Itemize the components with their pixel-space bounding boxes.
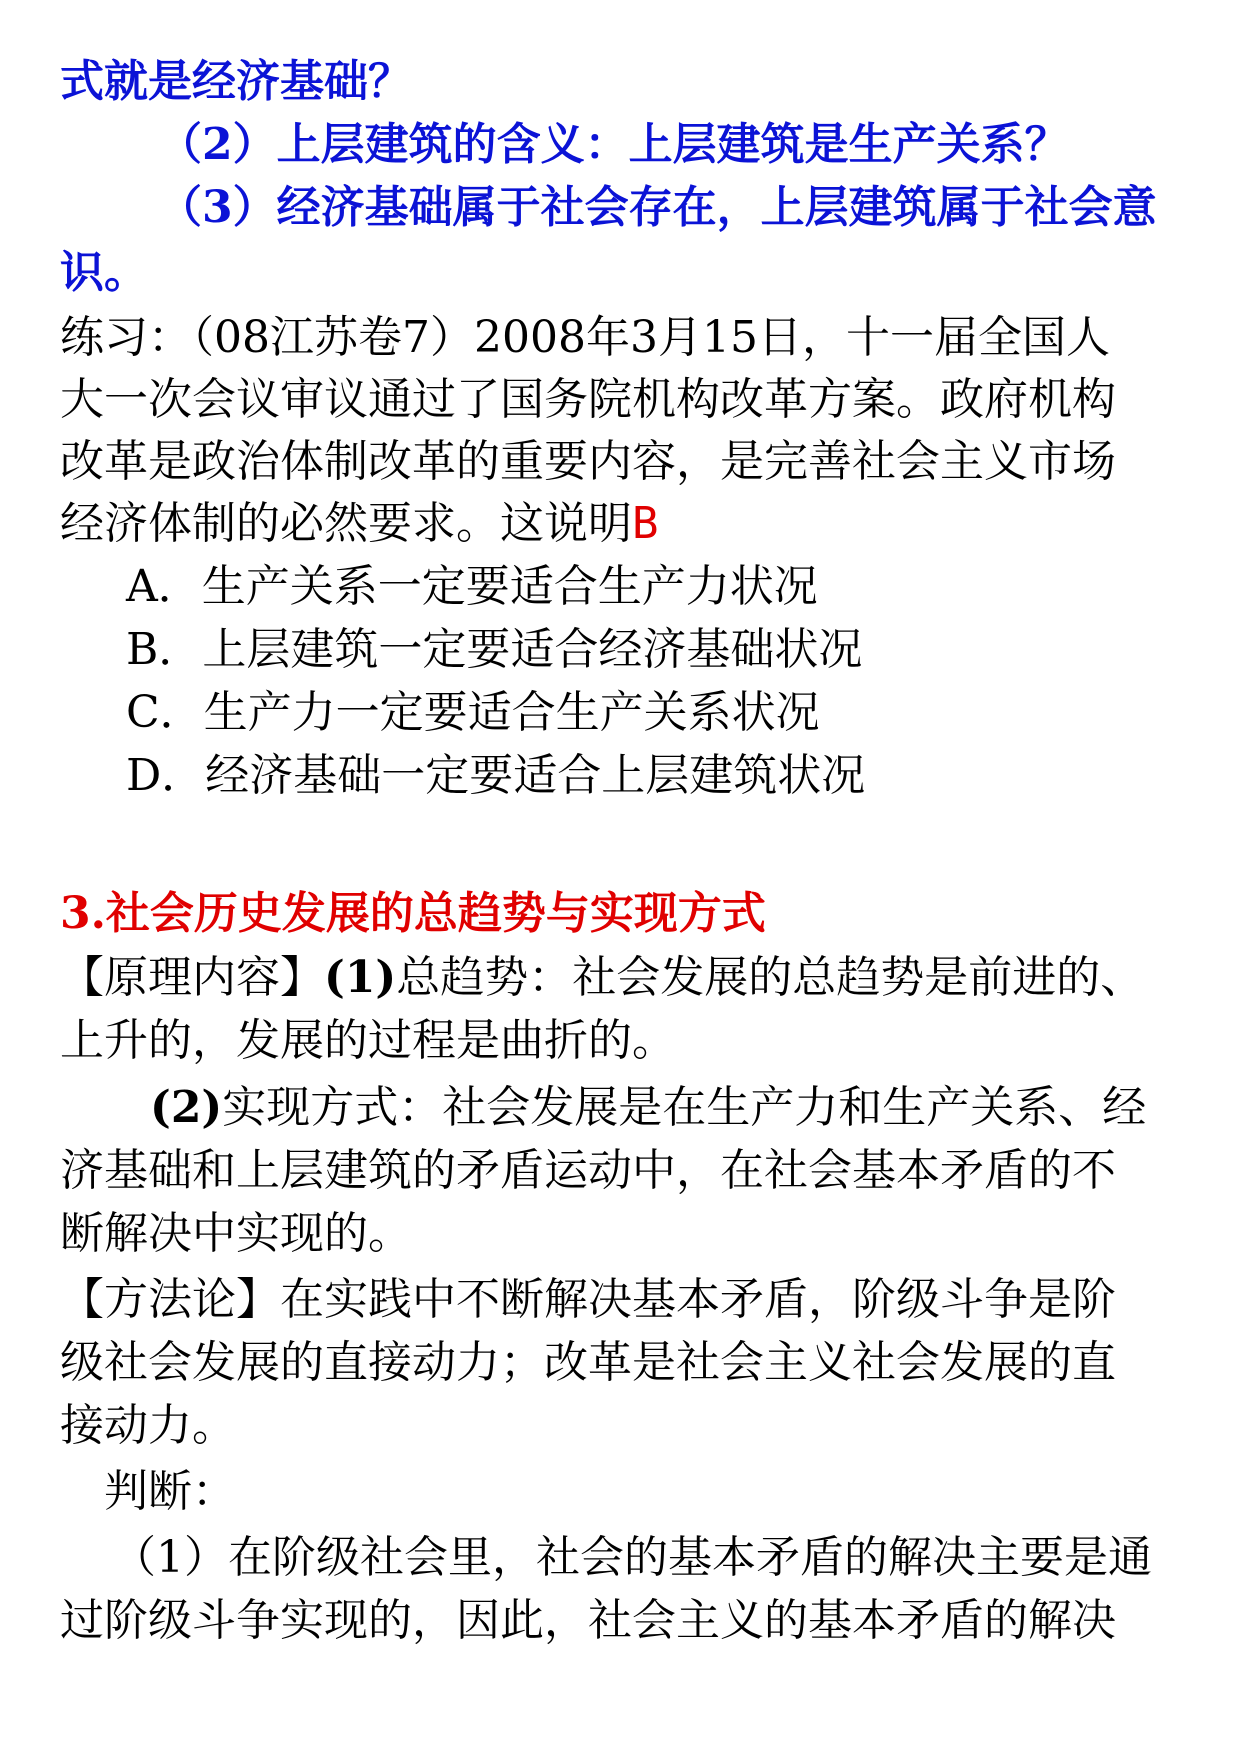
principle-1-text-b: 上升的，发展的过程是曲折的。 <box>60 1015 676 1066</box>
blue-line-1: 式就是经济基础？ <box>60 56 412 107</box>
judge-1-text-b: 过阶级斗争实现的，因此，社会主义的基本矛盾的解决 <box>60 1595 1116 1646</box>
section-3-heading: 3.社会历史发展的总趋势与实现方式 <box>60 888 766 939</box>
exercise-answer: B <box>632 498 659 549</box>
blue-line-2: （2）上层建筑的含义：上层建筑是生产关系？ <box>158 119 1069 170</box>
blue-line-4: 识。 <box>60 247 148 298</box>
judge-label: 判断： <box>104 1466 236 1517</box>
exercise-line-1: 练习：（08江苏卷7）2008年3月15日，十一届全国人 <box>60 312 1110 363</box>
option-d: D．经济基础一定要适合上层建筑状况 <box>126 750 866 801</box>
method-text-a: 在实践中不断解决基本矛盾，阶级斗争是阶 <box>280 1274 1116 1325</box>
principle-label: 【原理内容】 <box>60 952 324 1003</box>
exercise-line-4 <box>60 494 659 554</box>
principle-1-text-a: 总趋势：社会发展的总趋势是前进的、 <box>396 952 1145 1003</box>
method-text-c: 接动力。 <box>60 1400 236 1451</box>
principle-2-text-a: 实现方式：社会发展是在生产力和生产关系、经 <box>222 1082 1147 1133</box>
blue-line-3: （3）经济基础属于社会存在，上层建筑属于社会意 <box>158 182 1157 233</box>
method-text-b: 级社会发展的直接动力；改革是社会主义社会发展的直 <box>60 1337 1116 1388</box>
exercise-line-2: 大一次会议审议通过了国务院机构改革方案。政府机构 <box>60 374 1116 425</box>
principle-2-text-b: 济基础和上层建筑的矛盾运动中，在社会基本矛盾的不 <box>60 1145 1116 1196</box>
principle-line-1 <box>60 948 1144 1008</box>
principle-2-text-c: 断解决中实现的。 <box>60 1208 412 1259</box>
option-a: A．生产关系一定要适合生产力状况 <box>126 561 818 612</box>
method-line-1 <box>60 1270 1116 1330</box>
option-c: C．生产力一定要适合生产关系状况 <box>126 687 820 738</box>
method-label: 【方法论】 <box>60 1274 280 1325</box>
exercise-line-4-text: 经济体制的必然要求。这说明 <box>60 498 632 549</box>
exercise-line-3: 改革是政治体制改革的重要内容，是完善社会主义市场 <box>60 436 1116 487</box>
principle-2-number: (2) <box>150 1082 223 1133</box>
option-b: B．上层建筑一定要适合经济基础状况 <box>126 624 863 675</box>
principle-line-2 <box>150 1078 1146 1138</box>
judge-1-text-a: （1）在阶级社会里，社会的基本矛盾的解决主要是通 <box>112 1532 1152 1583</box>
principle-1-number: (1) <box>324 952 397 1003</box>
